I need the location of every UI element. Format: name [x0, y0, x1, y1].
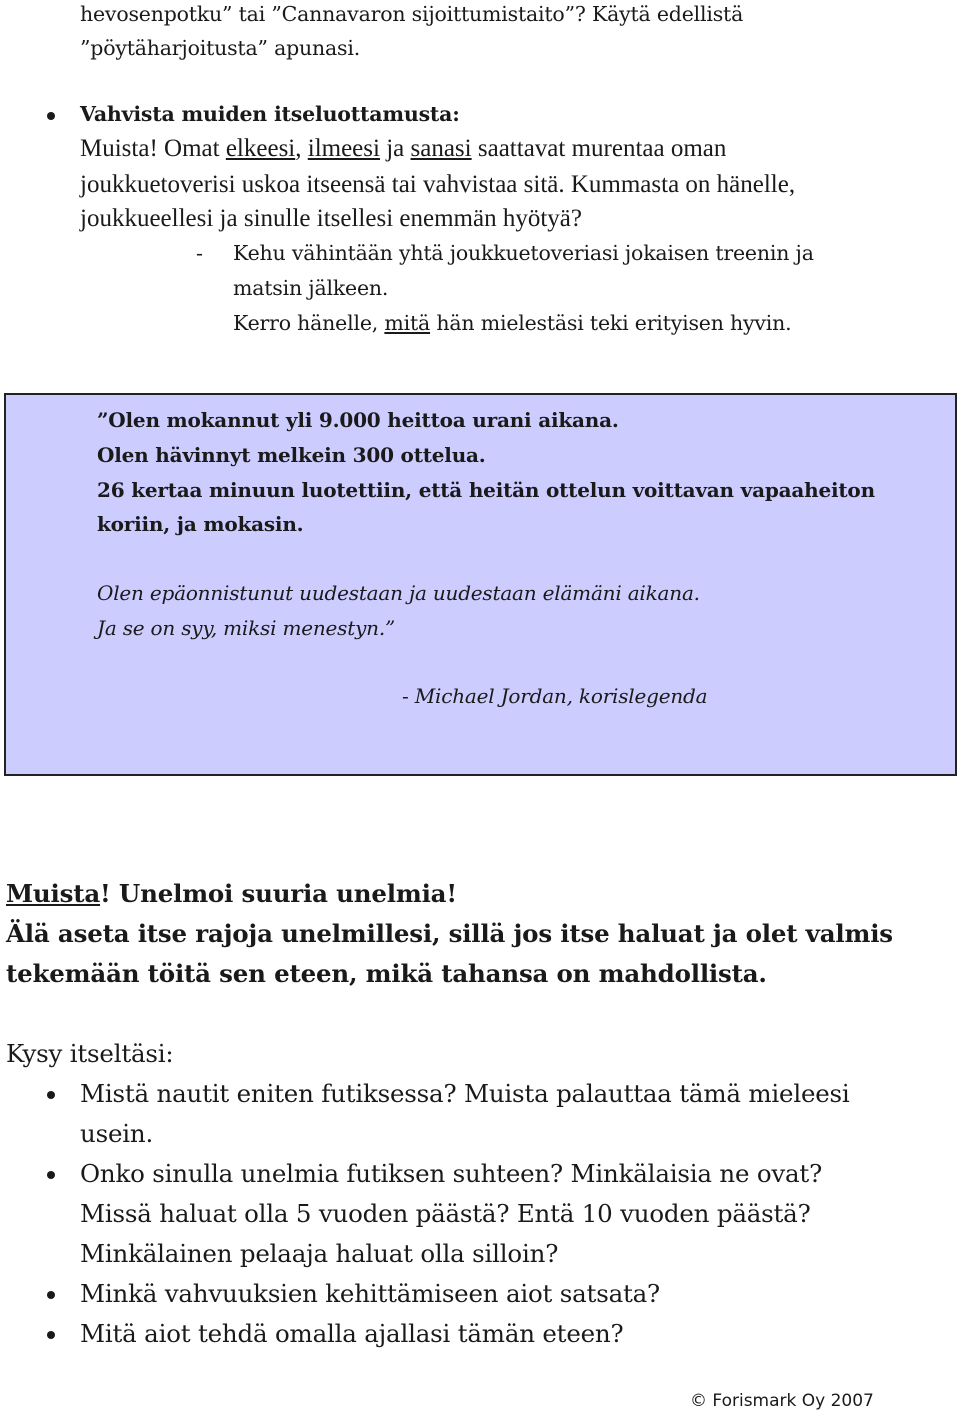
- underlined-word: elkeesi: [225, 135, 296, 162]
- intro-line-2: ”pöytäharjoitusta” apunasi.: [80, 36, 361, 60]
- dream-line-2: Älä aseta itse rajoja unelmillesi, sillä jos itse haluat ja olet valmis: [6, 919, 893, 948]
- bullet-dot: [47, 1331, 55, 1339]
- text-span: Muista! Omat: [80, 135, 226, 162]
- text-span: saattavat murentaa oman: [471, 135, 727, 162]
- copyright-footer: © Forismark Oy 2007: [690, 1391, 874, 1411]
- quote-line-2: Olen hävinnyt melkein 300 ottelua.: [97, 443, 486, 467]
- underlined-word: ilmeesi: [307, 135, 380, 162]
- bullet-dot: [47, 112, 55, 120]
- dash-item-line-1: Kehu vähintään yhtä joukkuetoveriasi jokaisen treenin ja: [233, 241, 814, 265]
- section-heading: Vahvista muiden itseluottamusta:: [80, 102, 460, 126]
- ask-bullet-3: Minkä vahvuuksien kehittämiseen aiot satsata?: [80, 1279, 660, 1308]
- ask-bullet-2-line-1: Onko sinulla unelmia futiksen suhteen? Minkälaisia ne ovat?: [80, 1159, 823, 1188]
- bullet-dot: [47, 1171, 55, 1179]
- ask-bullet-4: Mitä aiot tehdä omalla ajallasi tämän eteen?: [80, 1319, 624, 1348]
- dream-heading: [6, 874, 457, 914]
- ask-bullet-2-line-2: Missä haluat olla 5 vuoden päästä? Entä 10 vuoden päästä?: [80, 1199, 811, 1228]
- quote-line-3: 26 kertaa minuun luotettiin, että heitän ottelun voittavan vapaaheiton: [97, 478, 875, 502]
- quote-line-1: ”Olen mokannut yli 9.000 heittoa urani aikana.: [97, 408, 619, 432]
- text-span: hän mielestäsi teki erityisen hyvin.: [430, 311, 792, 335]
- underlined-word: sanasi: [410, 135, 472, 162]
- ask-bullet-2-line-3: Minkälainen pelaaja haluat olla silloin?: [80, 1239, 559, 1268]
- dash-item-line-2: matsin jälkeen.: [233, 276, 389, 300]
- quote-line-5: Olen epäonnistunut uudestaan ja uudestaan elämäni aikana.: [97, 581, 700, 605]
- section-paragraph-line-3: joukkueellesi ja sinulle itsellesi enemmän hyötyä?: [80, 205, 582, 232]
- underlined-word: Muista: [6, 879, 101, 908]
- text-span: ,: [295, 135, 308, 162]
- ask-bullet-1-line-1: Mistä nautit eniten futiksessa? Muista palauttaa tämä mieleesi: [80, 1079, 850, 1108]
- dash-marker: -: [196, 241, 203, 265]
- quote-attribution: - Michael Jordan, korislegenda: [402, 684, 708, 708]
- text-span: ! Unelmoi suuria unelmia!: [100, 879, 457, 908]
- ask-bullet-1-line-2: usein.: [80, 1119, 154, 1148]
- text-span: Kerro hänelle,: [233, 311, 385, 335]
- bullet-dot: [47, 1291, 55, 1299]
- dash-item-line-3: [233, 306, 791, 340]
- intro-line-1: hevosenpotku” tai ”Cannavaron sijoittumistaito”? Käytä edellistä: [80, 2, 744, 26]
- quote-line-6: Ja se on syy, miksi menestyn.”: [97, 616, 396, 640]
- quote-line-4: koriin, ja mokasin.: [97, 512, 304, 536]
- dream-line-3: tekemään töitä sen eteen, mikä tahansa on mahdollista.: [6, 959, 767, 988]
- ask-heading: Kysy itseltäsi:: [6, 1039, 174, 1068]
- text-span: ja: [379, 135, 411, 162]
- section-paragraph-line-2: joukkuetoverisi uskoa itseensä tai vahvistaa sitä. Kummasta on hänelle,: [80, 171, 796, 198]
- section-paragraph-line-1: [80, 133, 726, 165]
- bullet-dot: [47, 1091, 55, 1099]
- underlined-word: mitä: [384, 311, 431, 335]
